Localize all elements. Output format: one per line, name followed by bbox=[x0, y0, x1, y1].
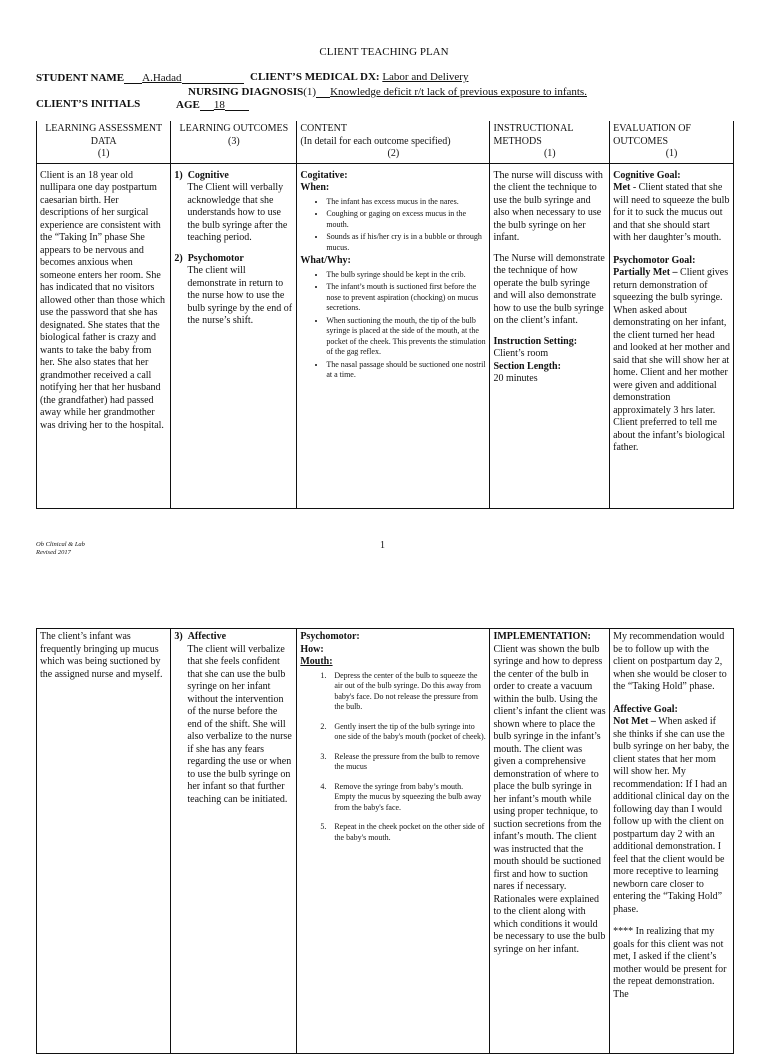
outcomes-cell bbox=[171, 163, 297, 508]
outcome-3-heading: Affective bbox=[187, 631, 227, 642]
header-content bbox=[297, 121, 490, 163]
footer-line-1: Ob Clinical & Lab bbox=[36, 541, 85, 548]
content-psychomotor-heading: Psychomotor: bbox=[300, 631, 360, 642]
header-assessment-num: (1) bbox=[97, 148, 110, 159]
header-outcomes-label: LEARNING OUTCOMES bbox=[179, 123, 289, 134]
footer-line-2: Revised 2017 bbox=[36, 549, 71, 556]
medical-dx-label: CLIENT’S MEDICAL DX: bbox=[250, 71, 380, 83]
list-item: 5. Repeat in the cheek pocket on the other side of the baby's mouth. bbox=[328, 822, 486, 843]
header-assessment-label: LEARNING ASSESSMENT DATA bbox=[45, 123, 163, 147]
outcome-3-num: 3) bbox=[174, 631, 183, 642]
eval-note-text: **** In realizing that my goals for this client was not met, I asked if the client’s mother would be present for the repeat demonstration. The bbox=[613, 926, 727, 1000]
teaching-plan-table bbox=[36, 121, 734, 509]
outcome-2-text: The client will demonstrate in return to the nurse how to use the bulb syringe by the end of the nurse’s shift. bbox=[187, 265, 293, 326]
header-evaluation bbox=[610, 121, 734, 163]
nursing-diagnosis-row bbox=[188, 85, 587, 98]
outcome-1-heading: Cognitive bbox=[187, 169, 229, 181]
header-methods-num: (1) bbox=[543, 148, 556, 159]
instruction-setting-label: Instruction Setting: bbox=[493, 335, 578, 347]
student-name-row bbox=[36, 71, 244, 84]
footer-note bbox=[36, 541, 85, 557]
nursing-diagnosis-value: Knowledge deficit r/t lack of previous exposure to infants. bbox=[330, 86, 587, 98]
methods-cell-2 bbox=[490, 629, 610, 1054]
eval-cognitive-status: Met bbox=[613, 182, 631, 193]
student-name-label: STUDENT NAME bbox=[36, 72, 125, 84]
list-item: 2. Gently insert the tip of the bulb syringe into one side of the baby's mouth (pocket of cheek). bbox=[328, 722, 486, 743]
age-row bbox=[176, 98, 249, 111]
assessment-text: Client is an 18 year old nullipara one day postpartum caesarian birth. Her descriptions of her surgical experience are consistent with the “Taking In” phase She appears to be nervous and becomes anxious when someone enters her room. She has indicated that no visitors allowed other than those which use the password that she has designated. She states that the biological father is crazy and wants to take the baby from her. She also states that her grandmother received a call notifying her that her husband (the grandfather) had passed away while her grandmother was driving her to the hospital. bbox=[40, 169, 165, 431]
list-item: • Sounds as if his/her cry is in a bubble or through mucus. bbox=[326, 232, 486, 253]
header-content-num: (2) bbox=[387, 148, 400, 159]
outcome-3-text: The client will verbalize that she feels confident that she can use the bulb syringe on her infant without the intervention of the nurse before the end of the shift. She will also verbalize to the nurse if she has any fears regarding the use or when to use the bulb syringe on her infant so that further teaching can be initiated. bbox=[187, 643, 292, 805]
list-item: • The infant’s mouth is suctioned first before the nose to prevent aspiration (chocking) on mucus secretions. bbox=[326, 282, 486, 314]
student-name-value: A.Hadad bbox=[142, 72, 182, 84]
age-label: AGE bbox=[176, 99, 200, 111]
methods-text-2: The Nurse will demonstrate the technique of how operate the bulb syringe and will also demonstrate how to use the bulb syringe on the client’s infant. bbox=[493, 252, 605, 326]
section-length-value: 20 minutes bbox=[493, 373, 538, 384]
header-assessment bbox=[37, 121, 171, 163]
section-length-label: Section Length: bbox=[493, 360, 561, 372]
content-mouth-heading: Mouth: bbox=[300, 656, 333, 667]
instruction-setting-value: Client’s room bbox=[493, 348, 549, 359]
header-methods bbox=[490, 121, 610, 163]
list-item: 4. Remove the syringe from baby’s mouth. Empty the mucus by squeezing the bulb away from the baby's face. bbox=[328, 782, 486, 814]
eval-cognitive-heading: Cognitive Goal: bbox=[613, 169, 681, 181]
header-evaluation-num: (1) bbox=[665, 148, 678, 159]
age-value: 18 bbox=[213, 99, 225, 111]
page-number: 1 bbox=[380, 540, 385, 551]
list-item: • The nasal passage should be suctioned one nostril at a time. bbox=[326, 360, 486, 381]
client-initials-row bbox=[36, 98, 140, 110]
content-when-heading: When: bbox=[300, 182, 330, 193]
table-row bbox=[37, 163, 734, 508]
page-title: CLIENT TEACHING PLAN bbox=[319, 46, 449, 58]
when-list bbox=[300, 197, 486, 254]
header-outcomes-num: (3) bbox=[228, 135, 240, 147]
list-item: • When suctioning the mouth, the tip of the bulb syringe is placed at the side of the mouth, at the pocket of the cheek. This prevents the stimulation of the gag reflex. bbox=[326, 316, 486, 358]
content-cell-2 bbox=[297, 629, 490, 1054]
steps-list bbox=[300, 671, 486, 844]
methods-text-1: The nurse will discuss with the client the technique to use the bulb syringe and also when necessary to use the bulb syringe on her infant. bbox=[493, 169, 603, 243]
eval-affective-status: Not Met – bbox=[613, 716, 656, 727]
list-item: • Coughing or gaging on excess mucus in the mouth. bbox=[326, 209, 486, 230]
teaching-plan-table-continued bbox=[36, 628, 734, 1054]
header-evaluation-label: EVALUATION OF OUTCOMES bbox=[613, 123, 691, 147]
assessment-cell-2 bbox=[37, 629, 171, 1054]
table-row bbox=[37, 629, 734, 1054]
eval-psychomotor-text: Client gives return demonstration of squeezing the bulb syringe. When asked about demonstrating on her infant, the client turned her head and looked at her mother and said that she will show her at home. Client and her mother were given and additional demonstration approximately 3 hrs later. Client preferred to tell me about the infant’s biological father. bbox=[613, 267, 731, 453]
list-item: 3. Release the pressure from the bulb to remove the mucus bbox=[328, 752, 486, 773]
outcome-1-num: 1) bbox=[174, 169, 183, 181]
medical-dx-value: Labor and Delivery bbox=[382, 71, 469, 83]
assessment-cell bbox=[37, 163, 171, 508]
eval-recommendation-text: My recommendation would be to follow up with the client on postpartum day 2, when she would be closer to the “Taking Hold” phase. bbox=[613, 631, 727, 692]
eval-psychomotor-status: Partially Met – bbox=[613, 267, 678, 278]
content-why-heading: What/Why: bbox=[300, 255, 351, 266]
header-outcomes bbox=[171, 121, 297, 163]
table-header-row bbox=[37, 121, 734, 163]
evaluation-cell bbox=[610, 163, 734, 508]
implementation-heading: IMPLEMENTATION: bbox=[493, 631, 591, 642]
eval-affective-text: When asked if she thinks if she can use the bulb syringe on her baby, the client states that her mom will show her. My recommendation: If I had an additional clinical day on the following day than I would follow up with the client on postpartum day 2 with an additional demonstration. I feel that the client would be more receptive to learning newborn care closer to entering the “Taking Hold” phase. bbox=[613, 716, 730, 915]
evaluation-cell-2 bbox=[610, 629, 734, 1054]
nursing-diagnosis-number: (1) bbox=[303, 86, 317, 98]
eval-psychomotor-heading: Psychomotor Goal: bbox=[613, 254, 696, 266]
nursing-diagnosis-label: NURSING DIAGNOSIS bbox=[188, 86, 304, 98]
methods-cell bbox=[490, 163, 610, 508]
list-item: • The infant has excess mucus in the nares. bbox=[326, 197, 486, 208]
outcomes-cell-2 bbox=[171, 629, 297, 1054]
header-methods-label: INSTRUCTIONAL METHODS bbox=[493, 123, 574, 147]
why-list bbox=[300, 270, 486, 381]
eval-cognitive-text: - Client stated that she will need to squeeze the bulb for it to suck the mucus out and that she should start with her daughter’s mouth. bbox=[613, 182, 730, 243]
list-item: 1. Depress the center of the bulb to squeeze the air out of the bulb syringe. Do this away from baby's face. Do not release the pressure from the bulb. bbox=[328, 671, 486, 713]
content-cell bbox=[297, 163, 490, 508]
implementation-text: Client was shown the bulb syringe and how to depress the center of the bulb in order to create a vacuum within the bulb. Using the client’s infant the client was shown where to place the bulb syringe in the infant’s mouth. The client was given a comprehensive demonstration of where to place the bulb syringe in her infant’s mouth while using proper technique, to suction secretions from the infant’s mouth. The client was instructed that the mouth should be suctioned first and how to suction nares if necessary. Rationales were explained to the client along with which conditions it would be necessary to use the bulb syringe on her infant. bbox=[493, 643, 606, 955]
assessment-text-2: The client’s infant was frequently bringing up mucus which was being suctioned by the assigned nurse and myself. bbox=[40, 631, 163, 680]
outcome-2-num: 2) bbox=[174, 252, 183, 264]
header-content-label: CONTENT bbox=[300, 123, 347, 134]
eval-affective-heading: Affective Goal: bbox=[613, 703, 678, 715]
content-how-heading: How: bbox=[300, 643, 324, 655]
outcome-2-heading: Psychomotor bbox=[187, 252, 244, 264]
medical-dx-row bbox=[250, 71, 468, 83]
header-content-sub: (In detail for each outcome specified) bbox=[300, 135, 451, 147]
list-item: • The bulb syringe should be kept in the crib. bbox=[326, 270, 486, 281]
content-cognitive-heading: Cogitative: bbox=[300, 169, 348, 181]
outcome-1-text: The Client will verbally acknowledge that she understands how to use the bulb syringe after the teaching period. bbox=[187, 182, 288, 243]
client-initials-label: CLIENT’S INITIALS bbox=[36, 98, 141, 110]
